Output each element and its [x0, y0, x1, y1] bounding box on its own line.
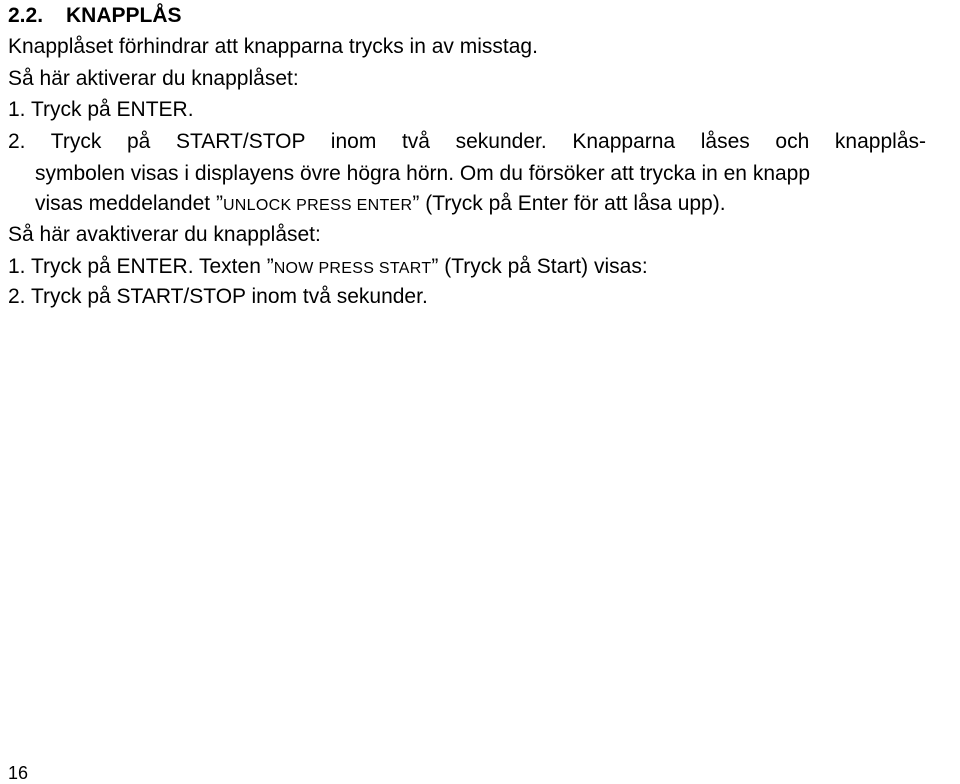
deactivate-step-1 [8, 255, 648, 281]
activate-step-2-line-1: 2. Tryck på START/STOP inom två sekunder. Knapparna låses och knapplås- [8, 130, 926, 153]
activate-step-2-line-2: symbolen visas i displayens övre högra hörn. Om du försöker att trycka in en knapp [35, 162, 811, 185]
deactivate-step-2: 2. Tryck på START/STOP inom två sekunder. [8, 285, 428, 308]
activate-step-2-line-3 [35, 192, 726, 218]
deactivate-step-1-intro: 1. Tryck på ENTER. Texten ” [8, 255, 274, 278]
section-title: KNAPPLÅS [66, 4, 182, 27]
section-heading [8, 4, 182, 28]
now-press-start-text: NOW PRESS START [273, 260, 432, 277]
deactivate-heading: Så här avaktiverar du knapplåset: [8, 223, 321, 246]
message-explanation-text: ” (Tryck på Enter för att låsa upp). [412, 192, 726, 215]
deactivate-step-1-explanation: ” (Tryck på Start) visas: [431, 255, 648, 278]
activate-heading: Så här aktiverar du knapplåset: [8, 67, 299, 90]
message-intro-text: visas meddelandet ” [35, 192, 223, 215]
intro-text: Knapplåset förhindrar att knapparna trycks in av misstag. [8, 35, 538, 58]
page-number: 16 [8, 763, 29, 783]
section-number: 2.2. [8, 4, 44, 27]
unlock-message-text: UNLOCK PRESS ENTER [222, 197, 413, 214]
activate-step-1: 1. Tryck på ENTER. [8, 98, 194, 121]
